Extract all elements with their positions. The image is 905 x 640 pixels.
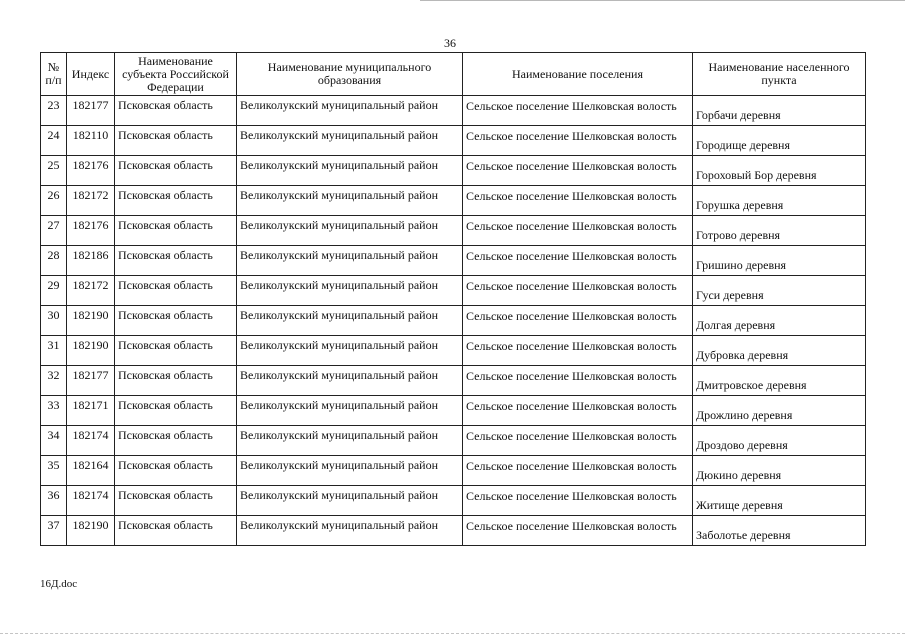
cell-settlement: Сельское поселение Шелковская волость [463,426,693,456]
cell-locality: Дроздово деревня [693,426,866,456]
cell-number: 24 [41,126,67,156]
cell-subject: Псковская область [115,516,237,546]
cell-municipality: Великолукский муниципальный район [237,156,463,186]
cell-subject: Псковская область [115,186,237,216]
header-locality: Наименование населенного пункта [693,53,866,96]
cell-subject: Псковская область [115,246,237,276]
cell-settlement: Сельское поселение Шелковская волость [463,126,693,156]
cell-settlement: Сельское поселение Шелковская волость [463,156,693,186]
table-row [41,456,866,486]
cell-subject: Псковская область [115,486,237,516]
cell-locality: Готрово деревня [693,216,866,246]
header-settlement: Наименование поселения [463,53,693,96]
settlements-table [40,52,866,546]
cell-locality: Заболотье деревня [693,516,866,546]
footer-filename: 16Д.doc [40,578,78,590]
cell-settlement: Сельское поселение Шелковская волость [463,216,693,246]
cell-subject: Псковская область [115,216,237,246]
cell-subject: Псковская область [115,306,237,336]
cell-municipality: Великолукский муниципальный район [237,486,463,516]
cell-locality: Гороховый Бор деревня [693,156,866,186]
cell-locality: Горбачи деревня [693,96,866,126]
cell-index: 182190 [67,336,115,366]
cell-subject: Псковская область [115,396,237,426]
cell-municipality: Великолукский муниципальный район [237,276,463,306]
table-row [41,216,866,246]
cell-subject: Псковская область [115,366,237,396]
cell-index: 182174 [67,486,115,516]
header-subject: Наименование субъекта Российской Федерации [115,53,237,96]
cell-locality: Горушка деревня [693,186,866,216]
table-container [40,52,865,546]
table-row [41,96,866,126]
table-header-row [41,53,866,96]
cell-number: 31 [41,336,67,366]
cell-number: 36 [41,486,67,516]
table-row [41,246,866,276]
cell-index: 182171 [67,396,115,426]
table-row [41,516,866,546]
cell-locality: Житище деревня [693,486,866,516]
cell-index: 182186 [67,246,115,276]
table-row [41,486,866,516]
table-body [41,96,866,546]
header-number: № п/п [41,53,67,96]
header-municipality: Наименование муниципального образования [237,53,463,96]
table-row [41,156,866,186]
cell-locality: Дмитровское деревня [693,366,866,396]
cell-locality: Долгая деревня [693,306,866,336]
cell-subject: Псковская область [115,456,237,486]
table-row [41,336,866,366]
cell-number: 27 [41,216,67,246]
cell-subject: Псковская область [115,426,237,456]
cell-number: 34 [41,426,67,456]
cell-subject: Псковская область [115,276,237,306]
cell-settlement: Сельское поселение Шелковская волость [463,246,693,276]
cell-subject: Псковская область [115,336,237,366]
cell-settlement: Сельское поселение Шелковская волость [463,456,693,486]
cell-municipality: Великолукский муниципальный район [237,246,463,276]
cell-number: 26 [41,186,67,216]
cell-number: 29 [41,276,67,306]
cell-settlement: Сельское поселение Шелковская волость [463,96,693,126]
cell-settlement: Сельское поселение Шелковская волость [463,336,693,366]
cell-subject: Псковская область [115,156,237,186]
cell-municipality: Великолукский муниципальный район [237,96,463,126]
cell-index: 182176 [67,216,115,246]
cell-municipality: Великолукский муниципальный район [237,426,463,456]
cell-index: 182190 [67,516,115,546]
cell-index: 182177 [67,96,115,126]
cell-index: 182172 [67,186,115,216]
cell-number: 35 [41,456,67,486]
cell-locality: Дубровка деревня [693,336,866,366]
cell-municipality: Великолукский муниципальный район [237,186,463,216]
cell-index: 182172 [67,276,115,306]
cell-municipality: Великолукский муниципальный район [237,216,463,246]
cell-number: 23 [41,96,67,126]
cell-municipality: Великолукский муниципальный район [237,396,463,426]
cell-settlement: Сельское поселение Шелковская волость [463,276,693,306]
cell-number: 33 [41,396,67,426]
table-row [41,426,866,456]
table-row [41,186,866,216]
cell-settlement: Сельское поселение Шелковская волость [463,516,693,546]
cell-municipality: Великолукский муниципальный район [237,366,463,396]
cell-index: 182164 [67,456,115,486]
cell-number: 32 [41,366,67,396]
cell-index: 182174 [67,426,115,456]
table-row [41,306,866,336]
cell-subject: Псковская область [115,96,237,126]
cell-settlement: Сельское поселение Шелковская волость [463,366,693,396]
page-number: 36 [444,36,456,50]
cell-locality: Городище деревня [693,126,866,156]
cell-locality: Дрожлино деревня [693,396,866,426]
table-row [41,366,866,396]
scan-edge-top [420,0,905,9]
cell-number: 30 [41,306,67,336]
cell-settlement: Сельское поселение Шелковская волость [463,396,693,426]
cell-number: 25 [41,156,67,186]
cell-index: 182177 [67,366,115,396]
cell-index: 182190 [67,306,115,336]
cell-settlement: Сельское поселение Шелковская волость [463,486,693,516]
table-row [41,126,866,156]
cell-locality: Дюкино деревня [693,456,866,486]
cell-municipality: Великолукский муниципальный район [237,516,463,546]
cell-settlement: Сельское поселение Шелковская волость [463,186,693,216]
cell-municipality: Великолукский муниципальный район [237,456,463,486]
table-row [41,276,866,306]
scan-edge-bottom [0,633,905,634]
cell-index: 182176 [67,156,115,186]
cell-subject: Псковская область [115,126,237,156]
cell-locality: Гуси деревня [693,276,866,306]
header-index: Индекс [67,53,115,96]
cell-municipality: Великолукский муниципальный район [237,336,463,366]
cell-number: 28 [41,246,67,276]
cell-locality: Гришино деревня [693,246,866,276]
cell-index: 182110 [67,126,115,156]
cell-municipality: Великолукский муниципальный район [237,306,463,336]
cell-municipality: Великолукский муниципальный район [237,126,463,156]
cell-settlement: Сельское поселение Шелковская волость [463,306,693,336]
table-row [41,396,866,426]
cell-number: 37 [41,516,67,546]
